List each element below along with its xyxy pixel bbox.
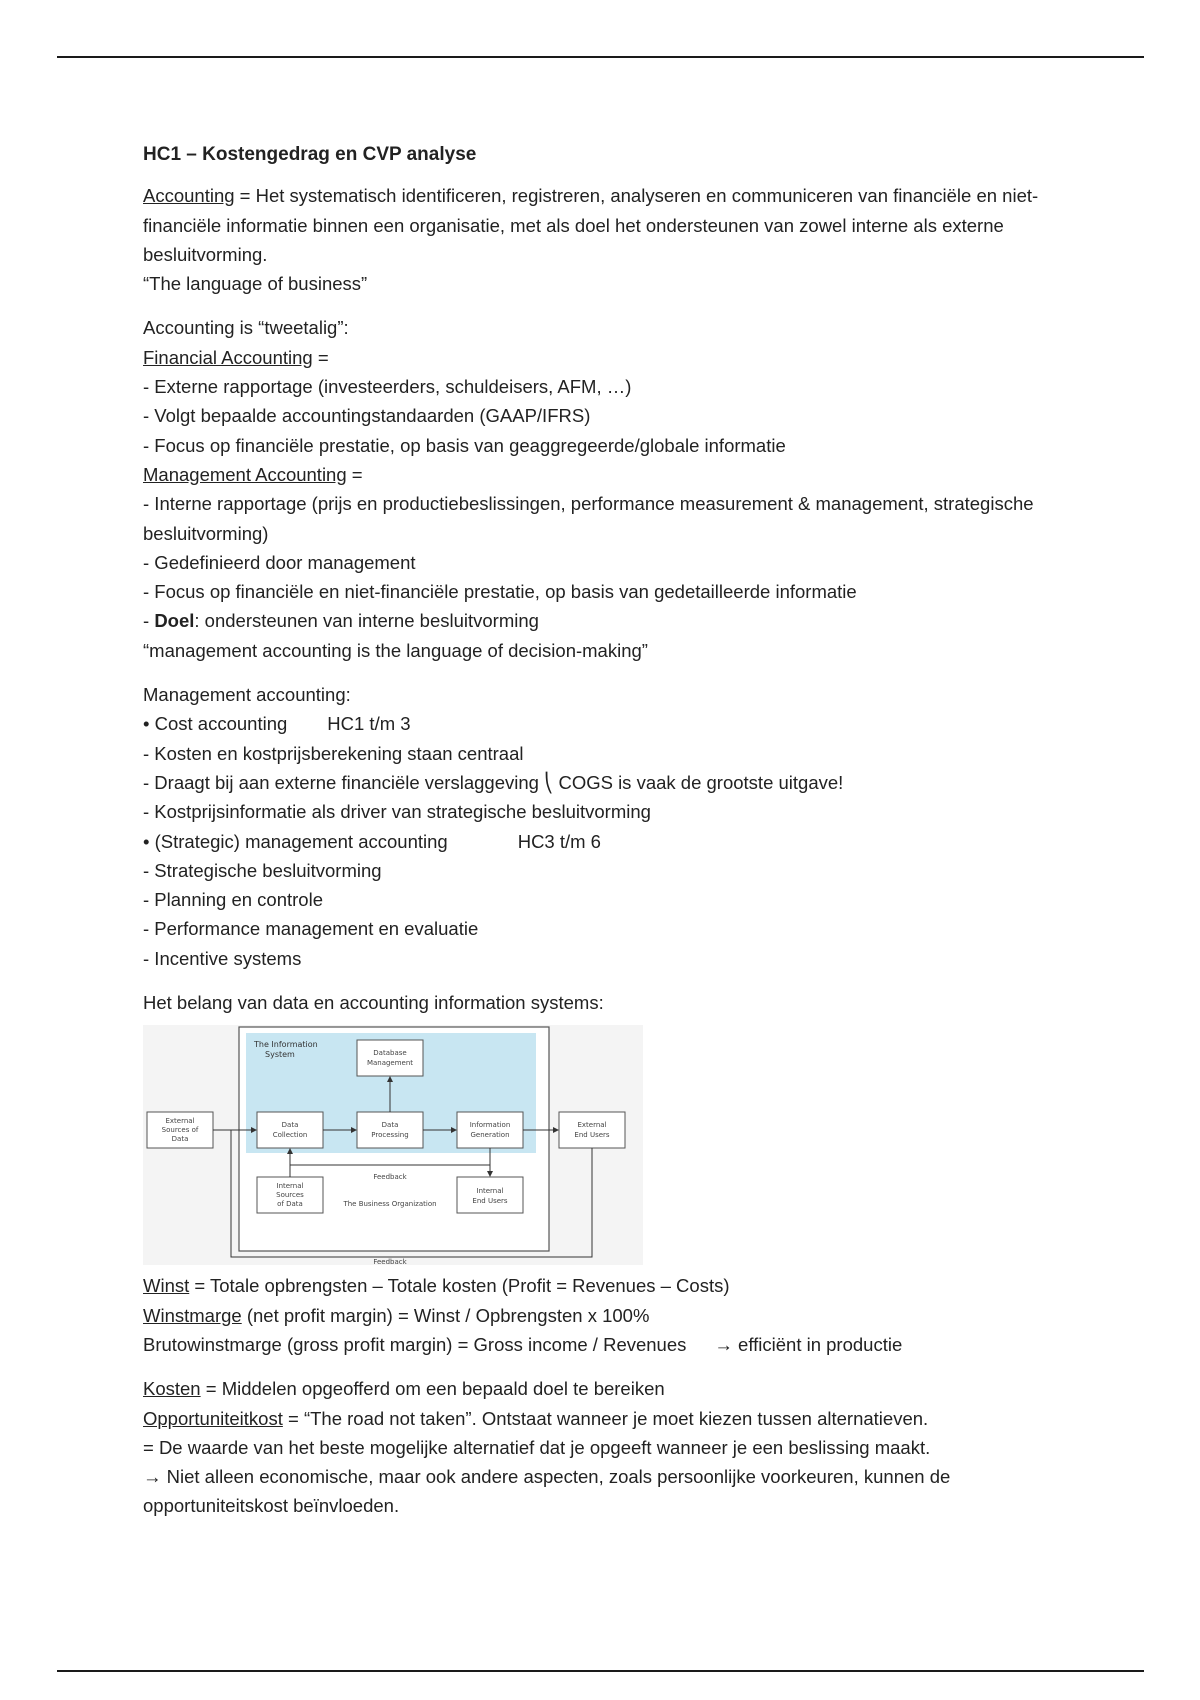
management-quote: “management accounting is the language of decision-making” (143, 639, 648, 661)
winst-formula (143, 1271, 1083, 1300)
accounting-term: Accounting (143, 185, 235, 207)
doel-label: Doel (154, 610, 195, 632)
opportuniteitkost-definition (143, 1404, 1083, 1433)
list-item: - Volgt bepaalde accountingstandaarden (GAAP/IFRS) (143, 405, 591, 427)
winst-text: = Totale opbrengsten – Totale kosten (Profit = Revenues – Costs) (189, 1275, 730, 1297)
list-item: - Focus op financiële prestatie, op basis van geaggregeerde/globale informatie (143, 434, 786, 456)
external-users-label-1: External (577, 1121, 607, 1130)
winst-term: Winst (143, 1275, 190, 1297)
list-item: - Planning en controle (143, 889, 323, 911)
info-gen-label-1: Information (469, 1121, 511, 1130)
internal-users-box (457, 1177, 523, 1213)
list-item: - Interne rapportage (prijs en productiebeslissingen, performance measurement & management, strategische besluitvorming) (143, 493, 1034, 544)
data-collection-label-1: Data (281, 1121, 299, 1130)
external-sources-label-2: Sources of (161, 1126, 199, 1135)
financial-suffix: = (312, 346, 329, 368)
data-collection-label-2: Collection (272, 1131, 308, 1140)
database-box (357, 1040, 423, 1076)
management-heading (143, 460, 1083, 489)
bruto-text: Brutowinstmarge (gross profit margin) = Gross income / Revenues (143, 1333, 687, 1355)
internal-users-label-2: End Users (472, 1197, 508, 1206)
list-item: - Performance management en evaluatie (143, 918, 479, 940)
information-generation-box (457, 1112, 523, 1148)
internal-sources-label-3: of Data (277, 1200, 303, 1209)
internal-sources-label-2: Sources (276, 1191, 304, 1200)
database-label-2: Management (366, 1059, 414, 1068)
system-title-line1: The Information (254, 1040, 318, 1050)
tweetalig-intro: Accounting is “tweetalig”: (143, 317, 349, 339)
strategic-heading-text: • (Strategic) management accounting (143, 830, 448, 852)
list-item: - Kostprijsinformatie als driver van strategische besluitvorming (143, 801, 651, 823)
document-body (143, 140, 1083, 1521)
header-rule (57, 56, 1144, 58)
brutowinstmarge-formula (143, 1330, 1083, 1359)
system-title-line2: System (265, 1050, 295, 1060)
bruto-note: → efficiënt in productie (714, 1333, 903, 1355)
doel-prefix: - (143, 610, 155, 632)
feedback-outer-label: Feedback (373, 1258, 407, 1266)
list-item: - Externe rapportage (investeerders, schuldeisers, AFM, …) (143, 376, 632, 398)
data-collection-box (257, 1112, 323, 1148)
business-org-label: The Business Organization (343, 1200, 437, 1209)
list-item: - Incentive systems (143, 947, 302, 969)
opp-text: = “The road not taken”. Ontstaat wanneer je moet kiezen tussen alternatieven. (282, 1407, 929, 1429)
page-title: HC1 – Kostengedrag en CVP analyse (143, 144, 477, 165)
info-gen-label-2: Generation (470, 1131, 510, 1140)
data-processing-label-2: Processing (371, 1131, 409, 1140)
list-item: - Gedefinieerd door management (143, 551, 416, 573)
feedback-inner-label: Feedback (373, 1173, 407, 1182)
list-item: - Focus op financiële en niet-financiële prestatie, op basis van gedetailleerde informatie (143, 581, 857, 603)
external-users-label-2: End Users (574, 1131, 610, 1140)
marge-text: (net profit margin) = Winst / Opbrengsten x 100% (241, 1304, 650, 1326)
opp-term: Opportuniteitkost (143, 1407, 283, 1429)
kosten-text: = Middelen opgeofferd om een bepaald doel te bereiken (200, 1378, 665, 1400)
financial-term: Financial Accounting (143, 346, 313, 368)
strategic-heading (143, 827, 1083, 856)
marge-term: Winstmarge (143, 1304, 242, 1326)
cost-heading: • Cost accounting (143, 713, 288, 735)
opp-line-2: = De waarde van het beste mogelijke alternatief dat je opgeeft wanneer je een beslissing maakt. (143, 1436, 931, 1458)
information-system-diagram (143, 1025, 643, 1265)
external-sources-label-3: Data (171, 1135, 189, 1144)
data-processing-box (357, 1112, 423, 1148)
kosten-definition (143, 1374, 1083, 1403)
external-users-box (559, 1112, 625, 1148)
winstmarge-formula (143, 1301, 1083, 1330)
management-term: Management Accounting (143, 463, 347, 485)
accounting-quote: “The language of business” (143, 273, 368, 295)
footer-rule (57, 1670, 1144, 1672)
accounting-text: = Het systematisch identificeren, registreren, analyseren en communiceren van financiële en niet-financiële informatie binnen een organisatie, met als doel het ondersteunen van zowel interne als externe besluitvorming. (143, 185, 1039, 265)
ma-intro: Management accounting: (143, 684, 351, 706)
management-suffix: = (346, 463, 363, 485)
kosten-term: Kosten (143, 1378, 201, 1400)
doel-item (143, 606, 1083, 635)
diagram-svg (143, 1025, 643, 1265)
accounting-definition (143, 181, 1083, 269)
cost-accounting-heading (143, 709, 1083, 738)
database-label-1: Database (373, 1049, 407, 1058)
opp-line-3: → Niet alleen economische, maar ook andere aspecten, zoals persoonlijke voorkeuren, kunnen de opportuniteitskost beïnvloeden. (143, 1466, 951, 1517)
internal-sources-label-1: Internal (276, 1182, 304, 1191)
financial-heading (143, 343, 1083, 372)
cost-ref: HC1 t/m 3 (327, 713, 411, 735)
data-processing-label-1: Data (381, 1121, 399, 1130)
strategic-ref: HC3 t/m 6 (517, 830, 601, 852)
list-item: - Kosten en kostprijsberekening staan centraal (143, 742, 524, 764)
data-systems-intro: Het belang van data en accounting information systems: (143, 992, 604, 1014)
list-item: - Draagt bij aan externe financiële verslaggeving ⎝ COGS is vaak de grootste uitgave! (143, 771, 844, 793)
external-sources-label-1: External (165, 1117, 195, 1126)
doel-text: : ondersteunen van interne besluitvorming (194, 610, 539, 632)
internal-users-label-1: Internal (476, 1187, 504, 1196)
list-item: - Strategische besluitvorming (143, 859, 382, 881)
